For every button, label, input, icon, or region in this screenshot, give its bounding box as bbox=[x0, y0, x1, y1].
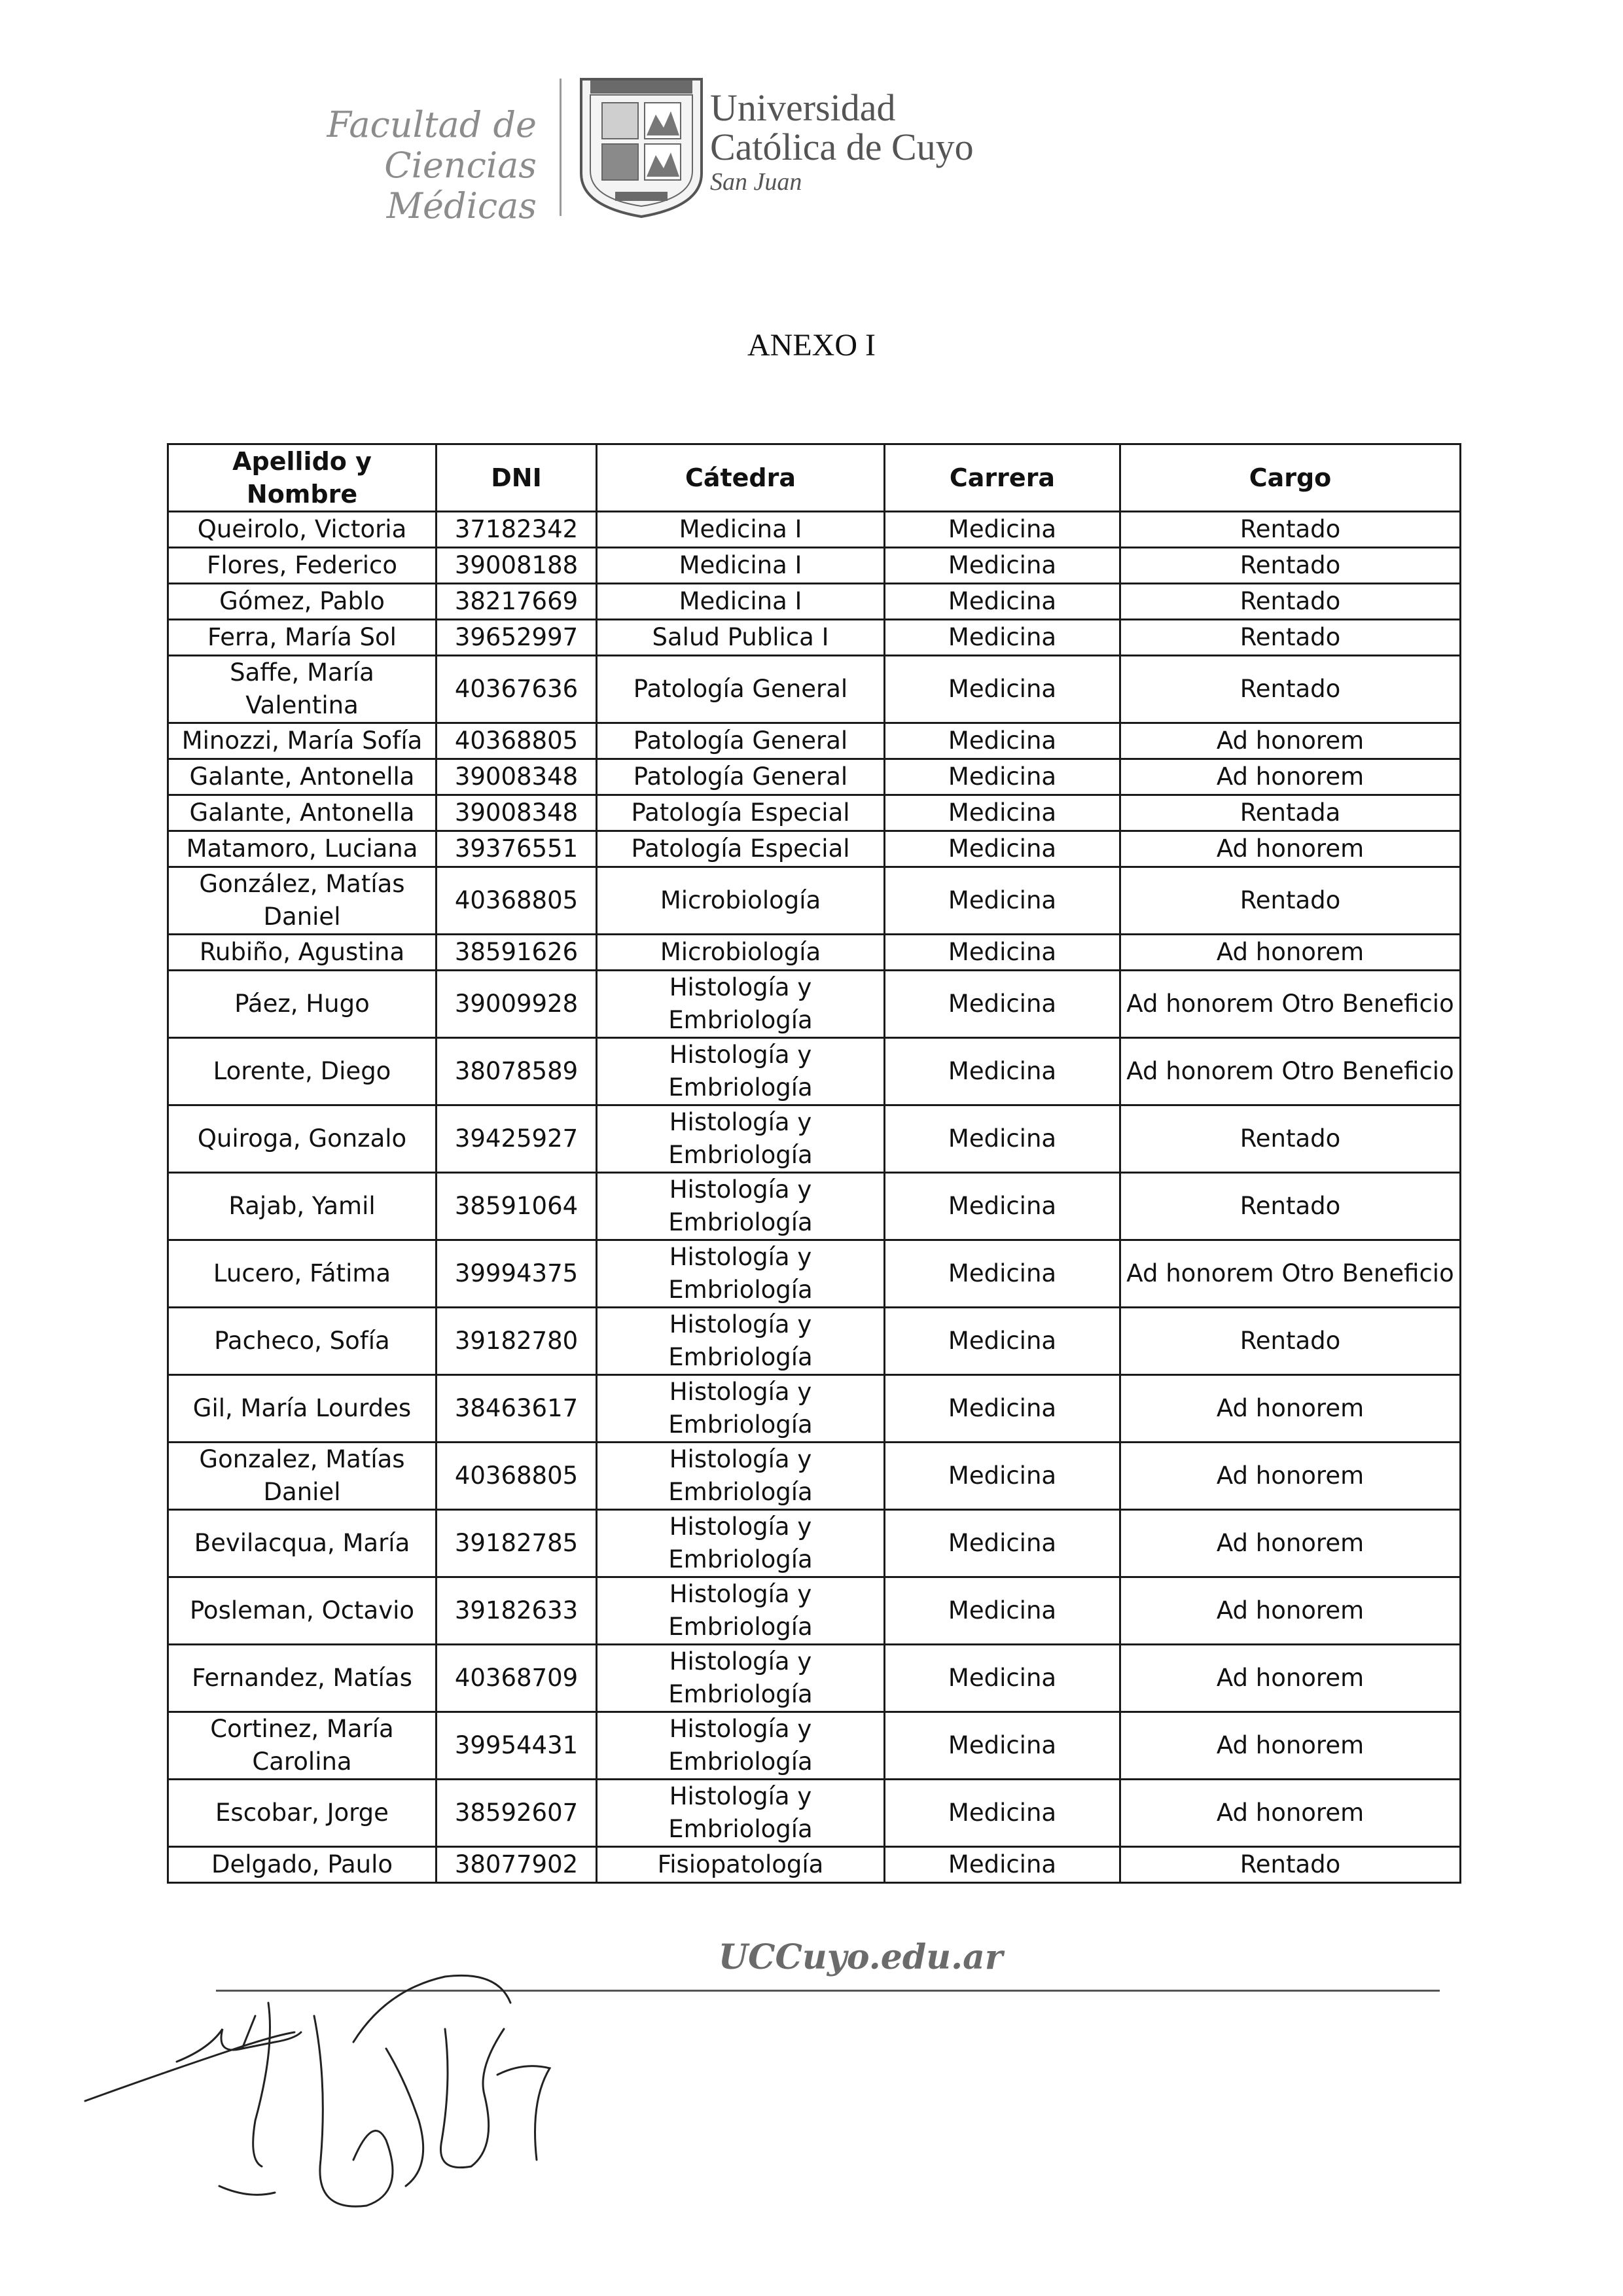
cell-catedra: Histología y Embriología bbox=[597, 1510, 885, 1577]
cell-catedra: Histología y Embriología bbox=[597, 1780, 885, 1847]
cell-name: Matamoro, Luciana bbox=[168, 831, 437, 867]
cell-name: Queirolo, Victoria bbox=[168, 512, 437, 548]
cell-carrera: Medicina bbox=[885, 867, 1120, 935]
university-name bbox=[710, 88, 974, 197]
cell-carrera: Medicina bbox=[885, 1173, 1120, 1240]
table-row bbox=[168, 759, 1461, 795]
cell-carrera: Medicina bbox=[885, 1577, 1120, 1645]
cell-name: Rajab, Yamil bbox=[168, 1173, 437, 1240]
cell-catedra: Histología y Embriología bbox=[597, 1443, 885, 1510]
cell-carrera: Medicina bbox=[885, 620, 1120, 656]
table-row bbox=[168, 1645, 1461, 1712]
cell-carrera: Medicina bbox=[885, 935, 1120, 971]
cell-cargo: Ad honorem bbox=[1120, 831, 1461, 867]
table-row bbox=[168, 584, 1461, 620]
cell-carrera: Medicina bbox=[885, 723, 1120, 759]
cell-dni: 39652997 bbox=[437, 620, 597, 656]
cell-cargo: Ad honorem Otro Beneficio bbox=[1120, 1240, 1461, 1308]
cell-carrera: Medicina bbox=[885, 759, 1120, 795]
letterhead bbox=[183, 65, 1034, 229]
cell-dni: 39994375 bbox=[437, 1240, 597, 1308]
cell-catedra: Patología General bbox=[597, 759, 885, 795]
cell-catedra: Histología y Embriología bbox=[597, 1240, 885, 1308]
column-header-catedra: Cátedra bbox=[597, 444, 885, 512]
cell-catedra: Microbiología bbox=[597, 867, 885, 935]
table-row bbox=[168, 1038, 1461, 1105]
cell-name: Bevilacqua, María bbox=[168, 1510, 437, 1577]
cell-name: Gómez, Pablo bbox=[168, 584, 437, 620]
university-name-line2: Católica de Cuyo bbox=[710, 126, 974, 168]
letterhead-divider bbox=[560, 79, 562, 216]
cell-dni: 39425927 bbox=[437, 1105, 597, 1173]
cell-cargo: Ad honorem Otro Beneficio bbox=[1120, 1038, 1461, 1105]
cell-carrera: Medicina bbox=[885, 1645, 1120, 1712]
cell-cargo: Rentada bbox=[1120, 795, 1461, 831]
cell-cargo: Rentado bbox=[1120, 867, 1461, 935]
cell-dni: 38217669 bbox=[437, 584, 597, 620]
cell-cargo: Rentado bbox=[1120, 512, 1461, 548]
cell-catedra: Histología y Embriología bbox=[597, 1645, 885, 1712]
cell-catedra: Patología Especial bbox=[597, 795, 885, 831]
cell-dni: 39954431 bbox=[437, 1712, 597, 1780]
faculty-name-line2: Médicas bbox=[386, 185, 537, 226]
cell-catedra: Histología y Embriología bbox=[597, 1375, 885, 1443]
cell-carrera: Medicina bbox=[885, 656, 1120, 723]
cell-catedra: Fisiopatología bbox=[597, 1847, 885, 1883]
cell-carrera: Medicina bbox=[885, 548, 1120, 584]
cell-dni: 40368805 bbox=[437, 867, 597, 935]
table-row bbox=[168, 1780, 1461, 1847]
cell-dni: 40368709 bbox=[437, 1645, 597, 1712]
cell-cargo: Ad honorem bbox=[1120, 1510, 1461, 1577]
cell-catedra: Histología y Embriología bbox=[597, 971, 885, 1038]
cell-cargo: Ad honorem bbox=[1120, 759, 1461, 795]
cell-dni: 40368805 bbox=[437, 1443, 597, 1510]
column-header-dni: DNI bbox=[437, 444, 597, 512]
cell-catedra: Salud Publica I bbox=[597, 620, 885, 656]
cell-cargo: Ad honorem bbox=[1120, 1780, 1461, 1847]
cell-name: Saffe, María Valentina bbox=[168, 656, 437, 723]
table-row bbox=[168, 795, 1461, 831]
cell-cargo: Rentado bbox=[1120, 584, 1461, 620]
university-location: San Juan bbox=[710, 168, 802, 196]
cell-carrera: Medicina bbox=[885, 831, 1120, 867]
cell-cargo: Rentado bbox=[1120, 620, 1461, 656]
cell-dni: 39009928 bbox=[437, 971, 597, 1038]
cell-dni: 40367636 bbox=[437, 656, 597, 723]
cell-dni: 37182342 bbox=[437, 512, 597, 548]
cell-dni: 39376551 bbox=[437, 831, 597, 867]
cell-cargo: Ad honorem bbox=[1120, 1645, 1461, 1712]
cell-cargo: Rentado bbox=[1120, 1105, 1461, 1173]
cell-dni: 38591626 bbox=[437, 935, 597, 971]
cell-catedra: Medicina I bbox=[597, 512, 885, 548]
cell-carrera: Medicina bbox=[885, 971, 1120, 1038]
cell-carrera: Medicina bbox=[885, 1712, 1120, 1780]
cell-cargo: Rentado bbox=[1120, 1173, 1461, 1240]
cell-name: Delgado, Paulo bbox=[168, 1847, 437, 1883]
cell-cargo: Rentado bbox=[1120, 1847, 1461, 1883]
cell-cargo: Ad honorem Otro Beneficio bbox=[1120, 971, 1461, 1038]
cell-cargo: Rentado bbox=[1120, 548, 1461, 584]
cell-name: Páez, Hugo bbox=[168, 971, 437, 1038]
cell-cargo: Ad honorem bbox=[1120, 935, 1461, 971]
cell-dni: 39008188 bbox=[437, 548, 597, 584]
table-row bbox=[168, 723, 1461, 759]
cell-dni: 38463617 bbox=[437, 1375, 597, 1443]
cell-catedra: Histología y Embriología bbox=[597, 1577, 885, 1645]
table-row bbox=[168, 1577, 1461, 1645]
cell-catedra: Patología General bbox=[597, 656, 885, 723]
column-header-name: Apellido y Nombre bbox=[168, 444, 437, 512]
cell-cargo: Rentado bbox=[1120, 656, 1461, 723]
cell-carrera: Medicina bbox=[885, 1105, 1120, 1173]
cell-name: Flores, Federico bbox=[168, 548, 437, 584]
cell-catedra: Medicina I bbox=[597, 548, 885, 584]
cell-carrera: Medicina bbox=[885, 512, 1120, 548]
table-row bbox=[168, 971, 1461, 1038]
cell-name: González, Matías Daniel bbox=[168, 867, 437, 935]
cell-cargo: Ad honorem bbox=[1120, 1577, 1461, 1645]
university-name-line1: Universidad bbox=[710, 86, 896, 129]
cell-carrera: Medicina bbox=[885, 1443, 1120, 1510]
cell-cargo: Rentado bbox=[1120, 1308, 1461, 1375]
table-row bbox=[168, 935, 1461, 971]
cell-dni: 39182633 bbox=[437, 1577, 597, 1645]
cell-catedra: Patología Especial bbox=[597, 831, 885, 867]
cell-carrera: Medicina bbox=[885, 1038, 1120, 1105]
cell-name: Fernandez, Matías bbox=[168, 1645, 437, 1712]
cell-name: Cortinez, María Carolina bbox=[168, 1712, 437, 1780]
cell-dni: 39182780 bbox=[437, 1308, 597, 1375]
table-row bbox=[168, 867, 1461, 935]
cell-dni: 38591064 bbox=[437, 1173, 597, 1240]
table-row bbox=[168, 656, 1461, 723]
university-crest-icon bbox=[576, 75, 707, 219]
cell-name: Gonzalez, Matías Daniel bbox=[168, 1443, 437, 1510]
cell-name: Ferra, María Sol bbox=[168, 620, 437, 656]
cell-dni: 38592607 bbox=[437, 1780, 597, 1847]
cell-carrera: Medicina bbox=[885, 1240, 1120, 1308]
cell-dni: 39008348 bbox=[437, 759, 597, 795]
faculty-name bbox=[183, 105, 537, 226]
table-header-row bbox=[168, 444, 1461, 512]
cell-carrera: Medicina bbox=[885, 584, 1120, 620]
cell-cargo: Ad honorem bbox=[1120, 1712, 1461, 1780]
cell-catedra: Medicina I bbox=[597, 584, 885, 620]
cell-name: Galante, Antonella bbox=[168, 759, 437, 795]
table-row bbox=[168, 1510, 1461, 1577]
cell-catedra: Histología y Embriología bbox=[597, 1173, 885, 1240]
cell-cargo: Ad honorem bbox=[1120, 723, 1461, 759]
table-row bbox=[168, 1847, 1461, 1883]
cell-dni: 39182785 bbox=[437, 1510, 597, 1577]
table-row bbox=[168, 1443, 1461, 1510]
cell-name: Galante, Antonella bbox=[168, 795, 437, 831]
cell-name: Lorente, Diego bbox=[168, 1038, 437, 1105]
cell-catedra: Histología y Embriología bbox=[597, 1038, 885, 1105]
cell-name: Lucero, Fátima bbox=[168, 1240, 437, 1308]
cell-name: Minozzi, María Sofía bbox=[168, 723, 437, 759]
cell-name: Escobar, Jorge bbox=[168, 1780, 437, 1847]
table-row bbox=[168, 1308, 1461, 1375]
table-row bbox=[168, 1105, 1461, 1173]
cell-name: Rubiño, Agustina bbox=[168, 935, 437, 971]
cell-carrera: Medicina bbox=[885, 1847, 1120, 1883]
cell-cargo: Ad honorem bbox=[1120, 1375, 1461, 1443]
cell-name: Quiroga, Gonzalo bbox=[168, 1105, 437, 1173]
column-header-carrera: Carrera bbox=[885, 444, 1120, 512]
cell-catedra: Histología y Embriología bbox=[597, 1105, 885, 1173]
table-row bbox=[168, 548, 1461, 584]
cell-catedra: Histología y Embriología bbox=[597, 1712, 885, 1780]
appointments-table bbox=[167, 443, 1461, 1884]
cell-catedra: Patología General bbox=[597, 723, 885, 759]
cell-carrera: Medicina bbox=[885, 1375, 1120, 1443]
cell-dni: 38077902 bbox=[437, 1847, 597, 1883]
table-row bbox=[168, 512, 1461, 548]
cell-carrera: Medicina bbox=[885, 1510, 1120, 1577]
cell-dni: 39008348 bbox=[437, 795, 597, 831]
cell-carrera: Medicina bbox=[885, 1780, 1120, 1847]
table-row bbox=[168, 1375, 1461, 1443]
table-row bbox=[168, 620, 1461, 656]
footer-website: UCCuyo.edu.ar bbox=[718, 1937, 1003, 1977]
cell-dni: 38078589 bbox=[437, 1038, 597, 1105]
cell-carrera: Medicina bbox=[885, 795, 1120, 831]
table-row bbox=[168, 1173, 1461, 1240]
table-row bbox=[168, 1240, 1461, 1308]
table-row bbox=[168, 831, 1461, 867]
faculty-name-line1: Facultad de Ciencias bbox=[327, 104, 537, 186]
handwritten-signature bbox=[79, 1950, 615, 2225]
cell-cargo: Ad honorem bbox=[1120, 1443, 1461, 1510]
table-body bbox=[168, 512, 1461, 1883]
document-title: ANEXO I bbox=[747, 328, 876, 363]
cell-catedra: Microbiología bbox=[597, 935, 885, 971]
cell-carrera: Medicina bbox=[885, 1308, 1120, 1375]
cell-catedra: Histología y Embriología bbox=[597, 1308, 885, 1375]
cell-name: Posleman, Octavio bbox=[168, 1577, 437, 1645]
table-row bbox=[168, 1712, 1461, 1780]
cell-name: Pacheco, Sofía bbox=[168, 1308, 437, 1375]
cell-dni: 40368805 bbox=[437, 723, 597, 759]
column-header-cargo: Cargo bbox=[1120, 444, 1461, 512]
cell-name: Gil, María Lourdes bbox=[168, 1375, 437, 1443]
